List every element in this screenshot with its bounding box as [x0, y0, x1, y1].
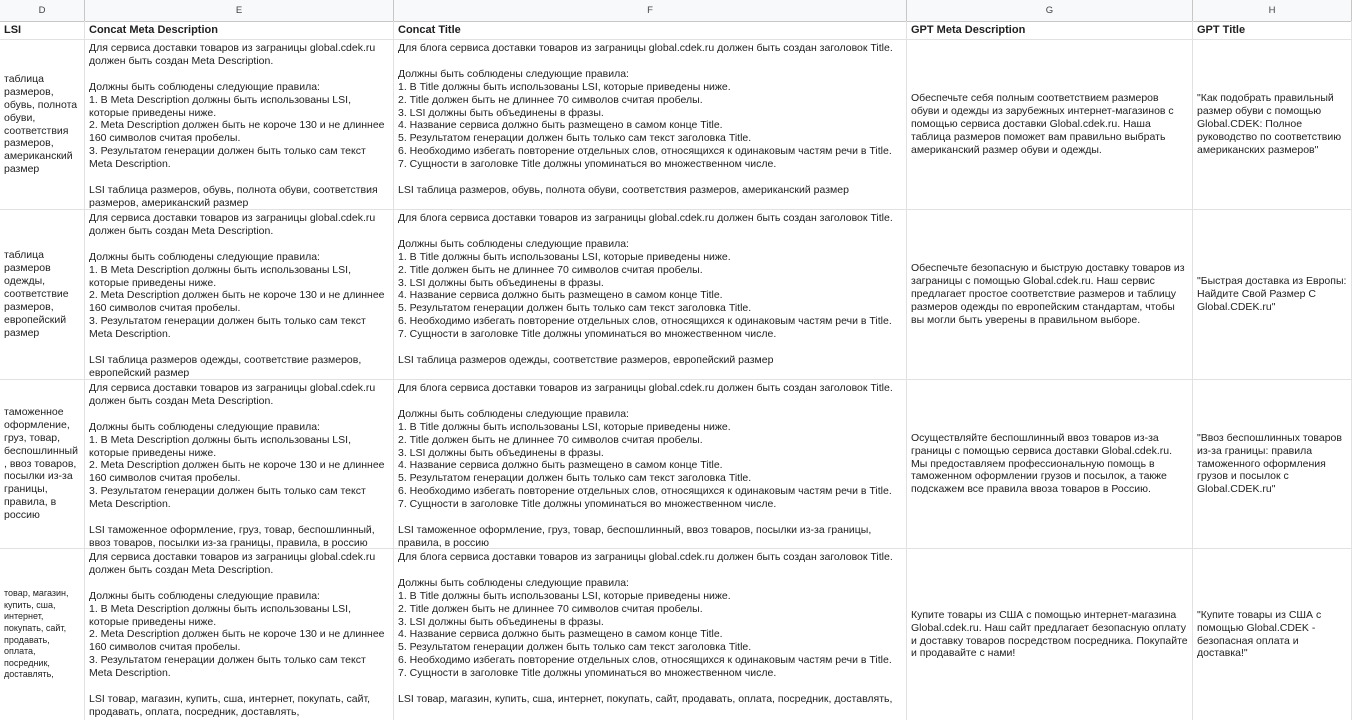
concat-title-cell[interactable]: Для блога сервиса доставки товаров из заграницы global.cdek.ru должен быть создан заголовок Title. Должны быть соблюдены следующие правила: 1. В Title должны быть использованы LSI, которые приведены ниже. 2. Title должен быть не длиннее 70 символов считая пробелы. 3. LSI должны быть объединены в фразы. 4. Название сервиса должно быть размещено в самом конце Title. 5. Результатом генерации должен быть только сам текст заголовка Title. 6. Необходимо избегать повторение отдельных слов, относящихся к одинаковым частям речи в Title. 7. Сущности в заголовке Title должны упоминаться во множественном числе. LSI таможенное оформление, груз, товар, беспошлинный, ввоз товаров, посылки из-за границы, правила, в россию: [394, 380, 907, 548]
lsi-text: таблица размеров одежды, соответствие размеров, европейский размер: [4, 249, 69, 339]
concat-title-cell[interactable]: Для блога сервиса доставки товаров из заграницы global.cdek.ru должен быть создан заголовок Title. Должны быть соблюдены следующие правила: 1. В Title должны быть использованы LSI, которые приведены ниже. 2. Title должен быть не длиннее 70 символов считая пробелы. 3. LSI должны быть объединены в фразы. 4. Название сервиса должно быть размещено в самом конце Title. 5. Результатом генерации должен быть только сам текст заголовка Title. 6. Необходимо избегать повторение отдельных слов, относящихся к одинаковым частям речи в Title. 7. Сущности в заголовке Title должны упоминаться во множественном числе. LSI товар, магазин, купить, сша, интернет, покупать, сайт, продавать, оплата, посредник, доставлять,: [394, 549, 907, 720]
gpt-title-text: "Как подобрать правильный размер обуви с помощью Global.CDEK: Полное руководство по соответствию американских размеров": [1197, 92, 1342, 156]
header-cell-concat-meta[interactable]: Concat Meta Description: [85, 21, 394, 39]
gpt-meta-cell[interactable]: [907, 380, 1193, 548]
header-cell-gpt-title[interactable]: GPT Title: [1193, 21, 1352, 39]
lsi-cell[interactable]: [0, 380, 85, 548]
header-row: [0, 21, 1352, 40]
gpt-meta-cell[interactable]: [907, 40, 1193, 209]
gpt-title-cell[interactable]: [1193, 380, 1352, 548]
concat-meta-cell[interactable]: Для сервиса доставки товаров из заграницы global.cdek.ru должен быть создан Meta Description. Должны быть соблюдены следующие правила: 1. В Meta Description должны быть использованы LSI, которые приведены ниже. 2. Meta Description должен быть не короче 130 и не длиннее 160 символов считая пробелы. 3. Результатом генерации должен быть только сам текст Meta Description. LSI таблица размеров, обувь, полнота обуви, соответствия размеров, американский размер: [85, 40, 394, 209]
lsi-cell[interactable]: [0, 210, 85, 379]
lsi-cell[interactable]: [0, 549, 85, 720]
gpt-meta-text: Обеспечьте себя полным соответствием размеров обуви и одежды из зарубежных интернет-магазинов с помощью сервиса доставки Global.cdek.ru. Наша таблица размеров поможет вам правильно выбрать американский размер обуви и одежды.: [911, 92, 1174, 156]
header-cell-lsi[interactable]: LSI: [0, 21, 85, 39]
column-header-d[interactable]: D: [0, 0, 85, 21]
gpt-meta-cell[interactable]: [907, 549, 1193, 720]
concat-title-cell[interactable]: Для блога сервиса доставки товаров из заграницы global.cdek.ru должен быть создан заголовок Title. Должны быть соблюдены следующие правила: 1. В Title должны быть использованы LSI, которые приведены ниже. 2. Title должен быть не длиннее 70 символов считая пробелы. 3. LSI должны быть объединены в фразы. 4. Название сервиса должно быть размещено в самом конце Title. 5. Результатом генерации должен быть только сам текст заголовка Title. 6. Необходимо избегать повторение отдельных слов, относящихся к одинаковым частям речи в Title. 7. Сущности в заголовке Title должны упоминаться во множественном числе. LSI таблица размеров, обувь, полнота обуви, соответствия размеров, американский размер: [394, 40, 907, 209]
lsi-text: таможенное оформление, груз, товар, беспошлинный , ввоз товаров, посылки из-за границы, правила, в россию: [4, 405, 78, 522]
gpt-meta-text: Обеспечьте безопасную и быструю доставку товаров из заграницы с помощью Global.cdek.ru. Наш сервис предлагает простое соответствие размеров и таблицу размеров одежды по европейским стандартам, чтобы вы могли быть уверены в правильном выборе.: [911, 262, 1185, 326]
gpt-meta-text: Осуществляйте беспошлинный ввоз товаров из-за границы с помощью сервиса доставки Global.cdek.ru. Мы предоставляем профессиональную помощь в таможенном оформлении грузов и посылок, а также подскажем все правила ввоза товаров в Россию.: [911, 431, 1173, 496]
table-row: [0, 380, 1352, 549]
table-row: [0, 210, 1352, 380]
concat-meta-cell[interactable]: Для сервиса доставки товаров из заграницы global.cdek.ru должен быть создан Meta Description. Должны быть соблюдены следующие правила: 1. В Meta Description должны быть использованы LSI, которые приведены ниже. 2. Meta Description должен быть не короче 130 и не длиннее 160 символов считая пробелы. 3. Результатом генерации должен быть только сам текст Meta Description. LSI товар, магазин, купить, сша, интернет, покупать, сайт, продавать, оплата, посредник, доставлять,: [85, 549, 394, 720]
gpt-title-text: "Ввоз беспошлинных товаров из-за границы: правила таможенного оформления грузов и посылок с Global.CDEK.ru": [1197, 431, 1342, 496]
header-cell-gpt-meta[interactable]: GPT Meta Description: [907, 21, 1193, 39]
lsi-text: таблица размеров, обувь, полнота обуви, соответствия размеров, американский размер: [4, 72, 78, 176]
column-header-bar: [0, 0, 1352, 22]
column-header-f[interactable]: F: [394, 0, 907, 21]
column-header-h[interactable]: H: [1193, 0, 1352, 21]
concat-title-cell[interactable]: Для блога сервиса доставки товаров из заграницы global.cdek.ru должен быть создан заголовок Title. Должны быть соблюдены следующие правила: 1. В Title должны быть использованы LSI, которые приведены ниже. 2. Title должен быть не длиннее 70 символов считая пробелы. 3. LSI должны быть объединены в фразы. 4. Название сервиса должно быть размещено в самом конце Title. 5. Результатом генерации должен быть только сам текст заголовка Title. 6. Необходимо избегать повторение отдельных слов, относящихся к одинаковым частям речи в Title. 7. Сущности в заголовке Title должны упоминаться во множественном числе. LSI таблица размеров одежды, соответствие размеров, европейский размер: [394, 210, 907, 379]
gpt-title-text: "Купите товары из США с помощью Global.CDEK - безопасная оплата и доставка!": [1197, 608, 1322, 660]
table-row: [0, 40, 1352, 210]
lsi-text: товар, магазин, купить, сша, интернет, покупать, сайт, продавать, оплата, посредник, доставлять,: [4, 588, 69, 680]
concat-meta-cell[interactable]: Для сервиса доставки товаров из заграницы global.cdek.ru должен быть создан Meta Description. Должны быть соблюдены следующие правила: 1. В Meta Description должны быть использованы LSI, которые приведены ниже. 2. Meta Description должен быть не короче 130 и не длиннее 160 символов считая пробелы. 3. Результатом генерации должен быть только сам текст Meta Description. LSI таможенное оформление, груз, товар, беспошлинный, ввоз товаров, посылки из-за границы, правила, в россию: [85, 380, 394, 548]
gpt-meta-cell[interactable]: [907, 210, 1193, 379]
gpt-title-cell[interactable]: [1193, 210, 1352, 379]
concat-meta-cell[interactable]: Для сервиса доставки товаров из заграницы global.cdek.ru должен быть создан Meta Description. Должны быть соблюдены следующие правила: 1. В Meta Description должны быть использованы LSI, которые приведены ниже. 2. Meta Description должен быть не короче 130 и не длиннее 160 символов считая пробелы. 3. Результатом генерации должен быть только сам текст Meta Description. LSI таблица размеров одежды, соответствие размеров, европейский размер: [85, 210, 394, 379]
lsi-cell[interactable]: [0, 40, 85, 209]
gpt-title-text: "Быстрая доставка из Европы: Найдите Свой Размер С Global.CDEK.ru": [1197, 275, 1347, 313]
gpt-title-cell[interactable]: [1193, 549, 1352, 720]
table-row: [0, 549, 1352, 720]
gpt-meta-text: Купите товары из США с помощью интернет-магазина Global.cdek.ru. Наш сайт предлагает безопасную оплату и доставку товаров посредством посредника. Покупайте и продавайте с нами!: [911, 608, 1188, 660]
column-header-g[interactable]: G: [907, 0, 1193, 21]
gpt-title-cell[interactable]: [1193, 40, 1352, 209]
column-header-e[interactable]: E: [85, 0, 394, 21]
header-cell-concat-title[interactable]: Concat Title: [394, 21, 907, 39]
